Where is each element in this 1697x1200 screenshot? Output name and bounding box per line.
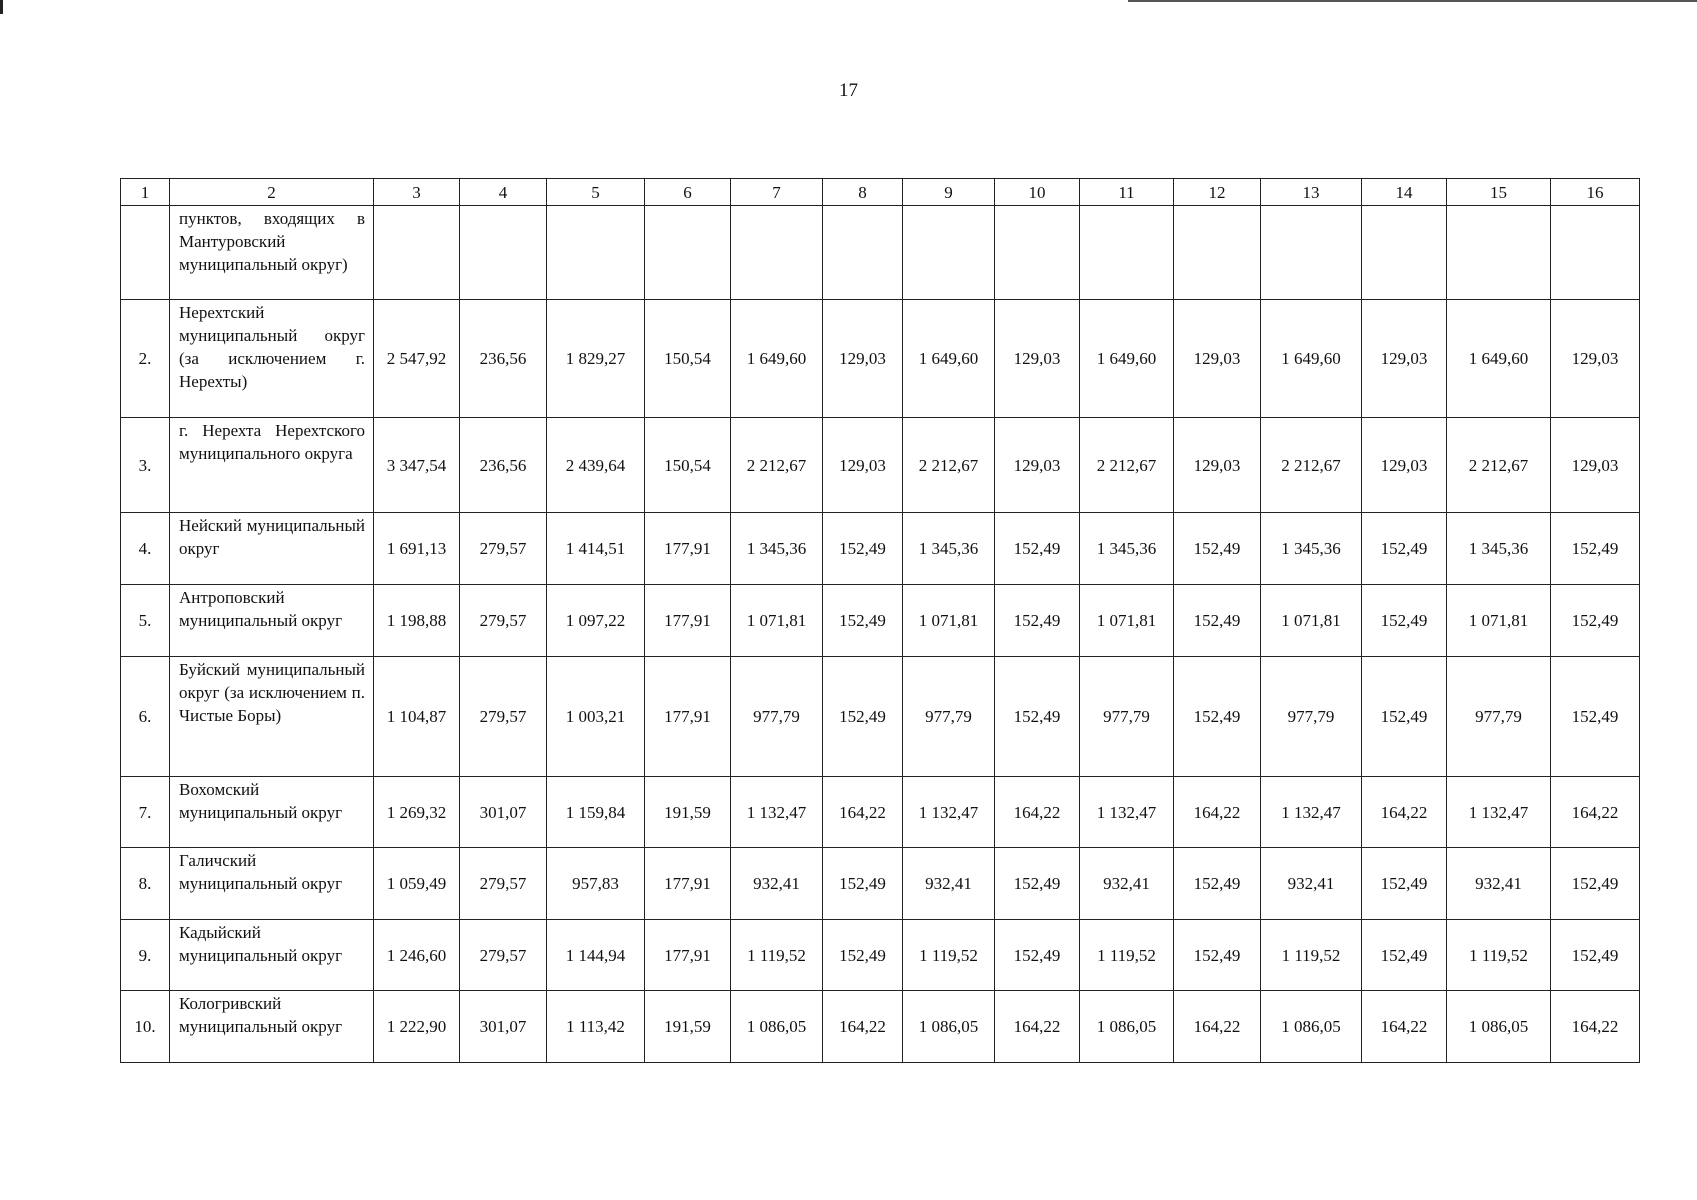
tariff-value: 1 003,21 bbox=[547, 657, 645, 777]
municipality-name: Антроповский муниципальный округ bbox=[170, 585, 374, 657]
tariff-value: 1 132,47 bbox=[1261, 777, 1362, 848]
tariff-value: 152,49 bbox=[1362, 585, 1447, 657]
tariff-value: 177,91 bbox=[645, 920, 731, 991]
tariff-value: 164,22 bbox=[1174, 777, 1261, 848]
tariff-value: 152,49 bbox=[1174, 920, 1261, 991]
tariff-value: 164,22 bbox=[1362, 991, 1447, 1063]
tariff-value: 932,41 bbox=[903, 848, 995, 920]
tariff-value: 957,83 bbox=[547, 848, 645, 920]
tariff-value: 2 212,67 bbox=[903, 418, 995, 513]
tariff-value: 2 212,67 bbox=[731, 418, 823, 513]
table-row bbox=[121, 991, 1640, 1063]
tariff-value: 129,03 bbox=[995, 418, 1080, 513]
tariff-value: 1 086,05 bbox=[1080, 991, 1174, 1063]
tariff-value bbox=[823, 206, 903, 300]
tariff-value: 177,91 bbox=[645, 585, 731, 657]
tariff-value: 1 132,47 bbox=[903, 777, 995, 848]
tariff-value: 1 104,87 bbox=[374, 657, 460, 777]
table-row bbox=[121, 920, 1640, 991]
tariff-value: 1 345,36 bbox=[1261, 513, 1362, 585]
tariff-value: 164,22 bbox=[1362, 777, 1447, 848]
column-number: 2 bbox=[170, 179, 374, 206]
row-number: 5. bbox=[121, 585, 170, 657]
table-row bbox=[121, 513, 1640, 585]
column-number: 3 bbox=[374, 179, 460, 206]
tariff-value: 3 347,54 bbox=[374, 418, 460, 513]
tariff-value bbox=[995, 206, 1080, 300]
tariff-value bbox=[1174, 206, 1261, 300]
column-number: 8 bbox=[823, 179, 903, 206]
tariff-value: 1 269,32 bbox=[374, 777, 460, 848]
tariff-value: 1 649,60 bbox=[731, 300, 823, 418]
table-row bbox=[121, 777, 1640, 848]
table-body bbox=[121, 179, 1640, 1063]
column-number: 13 bbox=[1261, 179, 1362, 206]
tariff-value: 152,49 bbox=[1174, 657, 1261, 777]
tariff-value: 129,03 bbox=[1174, 418, 1261, 513]
tariff-value: 152,49 bbox=[823, 920, 903, 991]
tariff-value: 279,57 bbox=[460, 848, 547, 920]
column-number: 1 bbox=[121, 179, 170, 206]
tariff-value: 164,22 bbox=[823, 777, 903, 848]
tariff-value: 1 059,49 bbox=[374, 848, 460, 920]
tariff-value: 2 547,92 bbox=[374, 300, 460, 418]
tariff-value: 977,79 bbox=[1080, 657, 1174, 777]
tariff-value: 2 212,67 bbox=[1447, 418, 1551, 513]
tariff-value: 2 439,64 bbox=[547, 418, 645, 513]
tariff-value: 177,91 bbox=[645, 848, 731, 920]
tariff-value: 977,79 bbox=[731, 657, 823, 777]
tariff-value: 177,91 bbox=[645, 657, 731, 777]
tariff-value: 1 649,60 bbox=[1080, 300, 1174, 418]
tariff-value: 164,22 bbox=[1551, 777, 1640, 848]
tariff-value: 2 212,67 bbox=[1080, 418, 1174, 513]
tariff-value: 1 086,05 bbox=[903, 991, 995, 1063]
row-number: 10. bbox=[121, 991, 170, 1063]
tariff-value: 1 691,13 bbox=[374, 513, 460, 585]
tariff-value: 977,79 bbox=[1447, 657, 1551, 777]
tariff-value: 1 071,81 bbox=[1447, 585, 1551, 657]
column-number: 16 bbox=[1551, 179, 1640, 206]
column-number: 15 bbox=[1447, 179, 1551, 206]
tariff-value: 1 649,60 bbox=[1261, 300, 1362, 418]
tariff-value: 1 345,36 bbox=[731, 513, 823, 585]
municipality-name: Нейский муниципальный округ bbox=[170, 513, 374, 585]
tariff-value: 129,03 bbox=[823, 418, 903, 513]
tariff-value: 1 113,42 bbox=[547, 991, 645, 1063]
tariff-value: 152,49 bbox=[1551, 513, 1640, 585]
row-number: 2. bbox=[121, 300, 170, 418]
tariff-value: 1 414,51 bbox=[547, 513, 645, 585]
tariff-value: 152,49 bbox=[823, 513, 903, 585]
tariff-value: 152,49 bbox=[823, 848, 903, 920]
tariff-value bbox=[1447, 206, 1551, 300]
tariff-value: 1 119,52 bbox=[1447, 920, 1551, 991]
tariff-value: 152,49 bbox=[1174, 585, 1261, 657]
column-number: 6 bbox=[645, 179, 731, 206]
tariff-value: 152,49 bbox=[823, 657, 903, 777]
tariff-value: 164,22 bbox=[1174, 991, 1261, 1063]
tariff-value: 1 222,90 bbox=[374, 991, 460, 1063]
tariff-value: 1 071,81 bbox=[903, 585, 995, 657]
tariff-value: 129,03 bbox=[1362, 418, 1447, 513]
tariff-value bbox=[460, 206, 547, 300]
tariff-value: 152,49 bbox=[1551, 585, 1640, 657]
tariff-value: 152,49 bbox=[1362, 657, 1447, 777]
municipality-name: Буйский муниципальный округ (за исключением п. Чистые Боры) bbox=[170, 657, 374, 777]
municipality-name: Нерехтский муниципальный округ (за исключением г. Нерехты) bbox=[170, 300, 374, 418]
tariff-value: 932,41 bbox=[1261, 848, 1362, 920]
tariff-value: 236,56 bbox=[460, 418, 547, 513]
tariff-value: 152,49 bbox=[823, 585, 903, 657]
column-number-row bbox=[121, 179, 1640, 206]
row-number: 4. bbox=[121, 513, 170, 585]
tariff-value: 1 649,60 bbox=[903, 300, 995, 418]
tariff-value: 1 119,52 bbox=[1080, 920, 1174, 991]
column-number: 5 bbox=[547, 179, 645, 206]
tariff-value: 152,49 bbox=[1174, 848, 1261, 920]
tariff-value: 152,49 bbox=[995, 513, 1080, 585]
tariff-value: 152,49 bbox=[1362, 513, 1447, 585]
tariff-value: 1 119,52 bbox=[1261, 920, 1362, 991]
tariff-value: 932,41 bbox=[1447, 848, 1551, 920]
tariff-value: 1 345,36 bbox=[1447, 513, 1551, 585]
tariff-value: 152,49 bbox=[1362, 848, 1447, 920]
tariff-value bbox=[1261, 206, 1362, 300]
tariff-value: 152,49 bbox=[1551, 920, 1640, 991]
tariff-value: 152,49 bbox=[1174, 513, 1261, 585]
tariff-value bbox=[731, 206, 823, 300]
row-number: 6. bbox=[121, 657, 170, 777]
table-row bbox=[121, 848, 1640, 920]
tariff-value: 1 345,36 bbox=[903, 513, 995, 585]
tariff-value: 1 071,81 bbox=[1261, 585, 1362, 657]
table-row bbox=[121, 418, 1640, 513]
tariff-value: 129,03 bbox=[1174, 300, 1261, 418]
tariff-value: 279,57 bbox=[460, 585, 547, 657]
tariff-value: 279,57 bbox=[460, 920, 547, 991]
tariff-value: 236,56 bbox=[460, 300, 547, 418]
tariff-value: 977,79 bbox=[1261, 657, 1362, 777]
tariff-value: 152,49 bbox=[995, 657, 1080, 777]
tariff-value: 1 198,88 bbox=[374, 585, 460, 657]
municipality-name: Кологривский муниципальный округ bbox=[170, 991, 374, 1063]
tariff-value: 1 097,22 bbox=[547, 585, 645, 657]
tariff-value: 1 132,47 bbox=[1447, 777, 1551, 848]
municipality-name: Кадыйский муниципальный округ bbox=[170, 920, 374, 991]
tariff-value: 1 086,05 bbox=[1447, 991, 1551, 1063]
tariff-value bbox=[903, 206, 995, 300]
tariff-value: 191,59 bbox=[645, 777, 731, 848]
tariff-value bbox=[374, 206, 460, 300]
table-row bbox=[121, 585, 1640, 657]
tariff-value: 301,07 bbox=[460, 991, 547, 1063]
tariff-value: 932,41 bbox=[1080, 848, 1174, 920]
tariff-value: 1 071,81 bbox=[731, 585, 823, 657]
tariff-value: 1 345,36 bbox=[1080, 513, 1174, 585]
table-row bbox=[121, 657, 1640, 777]
tariff-value: 1 132,47 bbox=[1080, 777, 1174, 848]
tariff-table bbox=[120, 178, 1640, 1063]
tariff-value bbox=[1080, 206, 1174, 300]
column-number: 12 bbox=[1174, 179, 1261, 206]
tariff-value: 1 071,81 bbox=[1080, 585, 1174, 657]
tariff-value: 152,49 bbox=[995, 848, 1080, 920]
tariff-value: 152,49 bbox=[995, 920, 1080, 991]
tariff-value: 129,03 bbox=[1551, 418, 1640, 513]
tariff-value: 301,07 bbox=[460, 777, 547, 848]
tariff-value: 164,22 bbox=[823, 991, 903, 1063]
tariff-value: 1 246,60 bbox=[374, 920, 460, 991]
column-number: 14 bbox=[1362, 179, 1447, 206]
row-number bbox=[121, 206, 170, 300]
tariff-value: 129,03 bbox=[995, 300, 1080, 418]
municipality-name: г. Нерехта Нерехтского муниципального округа bbox=[170, 418, 374, 513]
tariff-value: 1 159,84 bbox=[547, 777, 645, 848]
tariff-value: 1 086,05 bbox=[731, 991, 823, 1063]
column-number: 4 bbox=[460, 179, 547, 206]
column-number: 11 bbox=[1080, 179, 1174, 206]
tariff-value: 164,22 bbox=[995, 991, 1080, 1063]
tariff-value bbox=[1362, 206, 1447, 300]
tariff-value: 932,41 bbox=[731, 848, 823, 920]
scan-edge-line bbox=[1128, 0, 1697, 2]
tariff-value: 1 119,52 bbox=[731, 920, 823, 991]
row-number: 8. bbox=[121, 848, 170, 920]
column-number: 10 bbox=[995, 179, 1080, 206]
table-row bbox=[121, 300, 1640, 418]
tariff-value: 150,54 bbox=[645, 300, 731, 418]
tariff-value: 152,49 bbox=[1551, 657, 1640, 777]
tariff-value: 1 829,27 bbox=[547, 300, 645, 418]
tariff-value: 1 144,94 bbox=[547, 920, 645, 991]
tariff-value: 1 649,60 bbox=[1447, 300, 1551, 418]
tariff-value: 152,49 bbox=[995, 585, 1080, 657]
tariff-value: 2 212,67 bbox=[1261, 418, 1362, 513]
tariff-value bbox=[645, 206, 731, 300]
row-number: 3. bbox=[121, 418, 170, 513]
scan-edge-mark bbox=[0, 0, 3, 14]
column-number: 7 bbox=[731, 179, 823, 206]
tariff-value: 129,03 bbox=[1362, 300, 1447, 418]
tariff-value: 977,79 bbox=[903, 657, 995, 777]
row-number: 9. bbox=[121, 920, 170, 991]
tariff-value: 152,49 bbox=[1362, 920, 1447, 991]
municipality-name: Вохомский муниципальный округ bbox=[170, 777, 374, 848]
tariff-value: 1 086,05 bbox=[1261, 991, 1362, 1063]
column-number: 9 bbox=[903, 179, 995, 206]
tariff-value bbox=[1551, 206, 1640, 300]
tariff-value: 1 119,52 bbox=[903, 920, 995, 991]
tariff-value: 129,03 bbox=[1551, 300, 1640, 418]
tariff-value: 1 132,47 bbox=[731, 777, 823, 848]
tariff-value: 164,22 bbox=[1551, 991, 1640, 1063]
municipality-name: Галичский муниципальный округ bbox=[170, 848, 374, 920]
tariff-value: 129,03 bbox=[823, 300, 903, 418]
municipality-name: пунктов, входящих в Мантуровский муниципальный округ) bbox=[170, 206, 374, 300]
tariff-value: 164,22 bbox=[995, 777, 1080, 848]
tariff-value: 191,59 bbox=[645, 991, 731, 1063]
tariff-value: 152,49 bbox=[1551, 848, 1640, 920]
row-number: 7. bbox=[121, 777, 170, 848]
page-number: 17 bbox=[839, 80, 858, 101]
table-row bbox=[121, 206, 1640, 300]
tariff-value: 279,57 bbox=[460, 657, 547, 777]
tariff-value bbox=[547, 206, 645, 300]
tariff-value: 279,57 bbox=[460, 513, 547, 585]
tariff-value: 177,91 bbox=[645, 513, 731, 585]
tariff-value: 150,54 bbox=[645, 418, 731, 513]
